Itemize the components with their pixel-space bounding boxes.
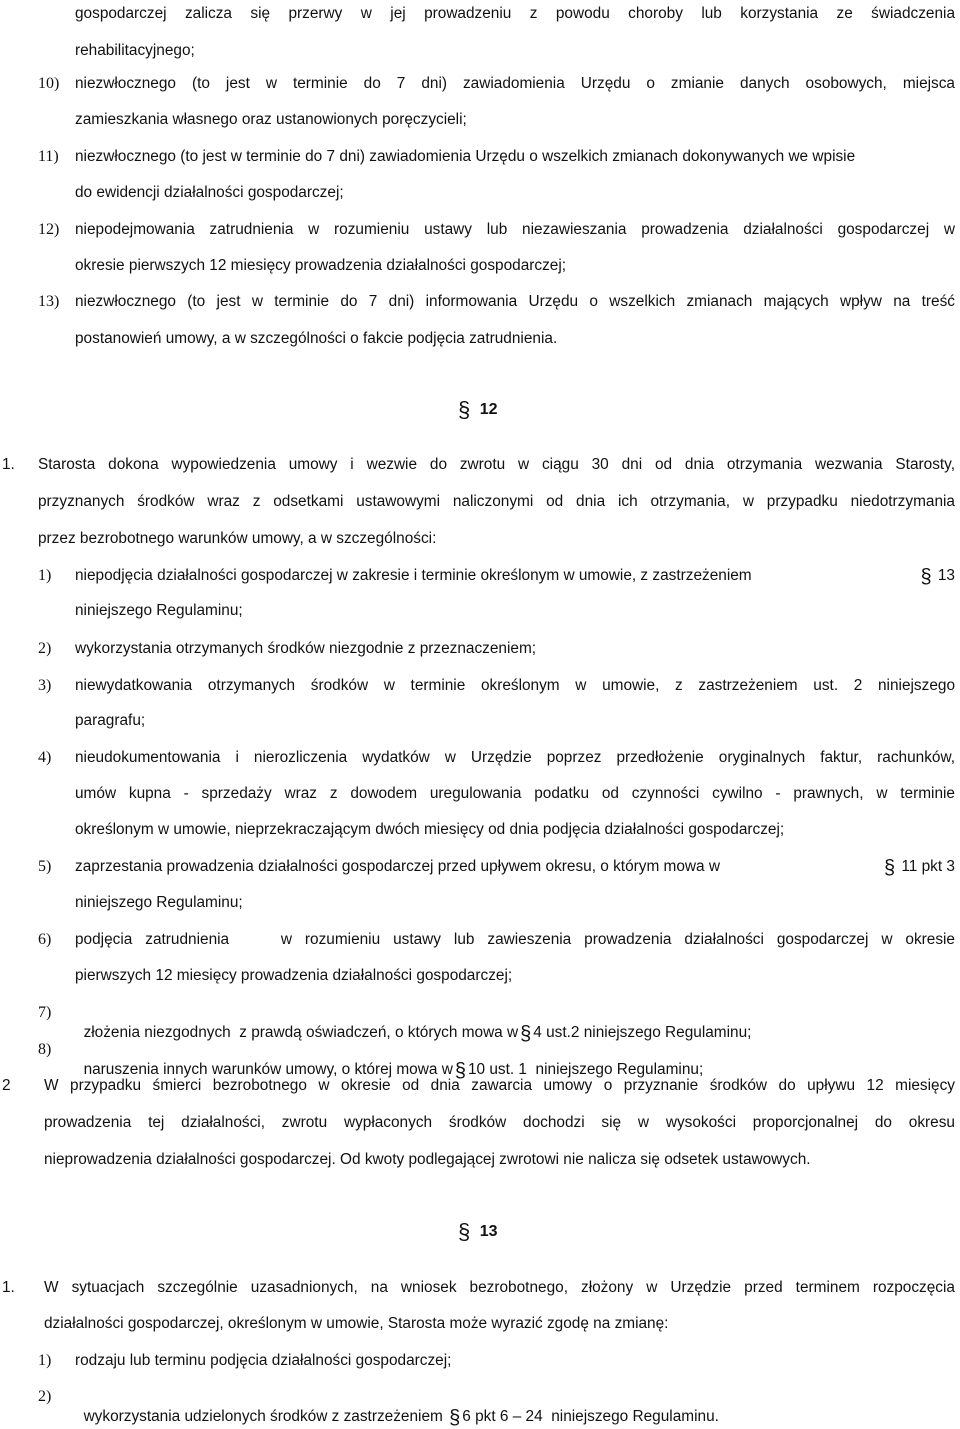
list-number: 11) (38, 148, 59, 165)
section-number: 13 (479, 1223, 498, 1240)
list-item-text: okresie pierwszych 12 miesięcy prowadzenia działalności gospodarczej; (75, 257, 567, 274)
list-item-text-part: 4 ust.2 niniejszego Regulaminu; (533, 1024, 752, 1041)
section-symbol: § (883, 857, 896, 879)
section-symbol: § (458, 1219, 471, 1244)
list-item-text-part: wykorzystania udzielonych środków z zastrzeżeniem (83, 1408, 443, 1425)
list-item-text (75, 566, 955, 587)
list-number: 1) (38, 1352, 52, 1369)
section-symbol: § (449, 1407, 461, 1429)
list-item-text: podjęcia zatrudnienia w rozumieniu ustawy lub zawieszenia prowadzenia działalności gospodarczej w okresie (75, 931, 955, 948)
list-item-text: nieudokumentowania i nierozliczenia wydatków w Urzędzie poprzez przedłożenie oryginalnych faktur, rachunków, (75, 749, 955, 766)
list-item-text: wykorzystania otrzymanych środków niezgodnie z przeznaczeniem; (75, 640, 537, 657)
paragraph-text: nieprowadzenia działalności gospodarczej. Od kwoty podlegającej zwrotowi nie nalicza się odsetek ustawowych. (44, 1151, 811, 1168)
paragraph-text: przez bezrobotnego warunków umowy, a w szczególności: (38, 530, 437, 547)
continuation-line: rehabilitacyjnego; (75, 42, 195, 59)
reference-number: 13 (937, 567, 955, 584)
list-item-text: niniejszego Regulaminu; (75, 602, 243, 619)
paragraph-text: Starosta dokona wypowiedzenia umowy i wezwie do zwrotu w ciągu 30 dni od dnia otrzymania wezwania Starosty, (38, 456, 955, 473)
list-number: 13) (38, 293, 60, 310)
paragraph-text: działalności gospodarczej, określonym w umowie, Starosta może wyrazić zgodę na zmianę: (44, 1315, 669, 1332)
list-item-text: paragrafu; (75, 712, 146, 729)
list-item-text (75, 1040, 703, 1081)
list-number: 1) (38, 567, 52, 584)
list-item-text: postanowień umowy, a w szczególności o fakcie podjęcia zatrudnienia. (75, 330, 558, 347)
list-number: 5) (38, 858, 52, 875)
paragraph-text: W przypadku śmierci bezrobotnego w okresie od dnia zawarcia umowy o przyznanie środków do upływu 12 miesięcy (44, 1077, 955, 1094)
paragraph-number: 2 (2, 1077, 11, 1094)
list-number: 8) (38, 1041, 52, 1058)
list-item-text-part: niepodjęcia działalności gospodarczej w zakresie i terminie określonym w umowie, z zastrzeżeniem (75, 567, 752, 584)
list-number: 2) (38, 640, 52, 657)
section-symbol: § (458, 397, 471, 422)
list-item-text: umów kupna - sprzedaży wraz z dowodem uregulowania podatku od czynności cywilno - prawnych, w terminie (75, 785, 955, 802)
list-item-text (75, 1387, 719, 1428)
continuation-line: gospodarczej zalicza się przerwy w jej prowadzeniu z powodu choroby lub korzystania ze świadczenia (75, 5, 955, 22)
paragraph-text: przyznanych środków wraz z odsetkami ustawowymi naliczonymi od dnia ich otrzymania, w przypadku niedotrzymania (38, 493, 955, 510)
list-item-text-part: naruszenia innych warunków umowy, o której mowa w (83, 1061, 453, 1078)
section-heading-12 (458, 397, 498, 422)
list-number: 7) (38, 1004, 52, 1021)
reference (918, 566, 955, 587)
list-item-text: do ewidencji działalności gospodarczej; (75, 184, 344, 201)
list-item-text: pierwszych 12 miesięcy prowadzenia działalności gospodarczej; (75, 967, 513, 984)
paragraph-number: 1. (2, 456, 15, 473)
section-symbol: § (520, 1023, 532, 1045)
reference-number: 11 pkt 3 (901, 858, 955, 875)
list-item-text-part: złożenia niezgodnych z prawdą oświadczeń, o których mowa w (83, 1024, 519, 1041)
section-symbol: § (454, 1060, 466, 1082)
list-item-text: niezwłocznego (to jest w terminie do 7 dni) informowania Urzędu o wszelkich zmianach mających wpływ na treść (75, 293, 955, 310)
list-item-text: niniejszego Regulaminu; (75, 894, 243, 911)
paragraph-text: prowadzenia tej działalności, zwrotu wypłaconych środków dochodzi się w wysokości proporcjonalnej do okresu (44, 1114, 955, 1131)
list-item-text-part: 6 pkt 6 – 24 niniejszego Regulaminu. (462, 1408, 719, 1425)
paragraph-text: W sytuacjach szczególnie uzasadnionych, na wniosek bezrobotnego, złożony w Urzędzie przed terminem rozpoczęcia (44, 1279, 955, 1296)
list-number: 12) (38, 221, 60, 238)
list-item-text: niezwłocznego (to jest w terminie do 7 dni) zawiadomienia Urzędu o wszelkich zmianach dokonywanych we wpisie (75, 148, 856, 165)
list-number: 6) (38, 931, 52, 948)
section-number: 12 (479, 401, 498, 418)
list-number: 2) (38, 1388, 52, 1405)
list-item-text (75, 857, 955, 878)
paragraph-number: 1. (2, 1279, 15, 1296)
list-item-text-part: 10 ust. 1 niniejszego Regulaminu; (467, 1061, 704, 1078)
list-item-text (75, 1003, 751, 1044)
list-item-text: niewydatkowania otrzymanych środków w terminie określonym w umowie, z zastrzeżeniem ust. 2 niniejszego (75, 677, 955, 694)
list-item-text: niepodejmowania zatrudnienia w rozumieniu ustawy lub niezawieszania prowadzenia działalności gospodarczej w (75, 221, 955, 238)
section-heading-13 (458, 1219, 498, 1244)
list-number: 4) (38, 749, 52, 766)
list-item-text: określonym w umowie, nieprzekraczającym dwóch miesięcy od dnia podjęcia działalności gospodarczej; (75, 821, 785, 838)
section-symbol: § (920, 566, 932, 588)
list-number: 10) (38, 75, 60, 92)
list-number: 3) (38, 677, 52, 694)
list-item-text-part: zaprzestania prowadzenia działalności gospodarczej przed upływem okresu, o którym mowa w (75, 858, 721, 875)
reference (882, 857, 955, 878)
list-item-text: niezwłocznego (to jest w terminie do 7 dni) zawiadomienia Urzędu o zmianie danych osobowych, miejsca (75, 75, 955, 92)
list-item-text: zamieszkania własnego oraz ustanowionych poręczycieli; (75, 111, 467, 128)
list-item-text: rodzaju lub terminu podjęcia działalności gospodarczej; (75, 1352, 452, 1369)
